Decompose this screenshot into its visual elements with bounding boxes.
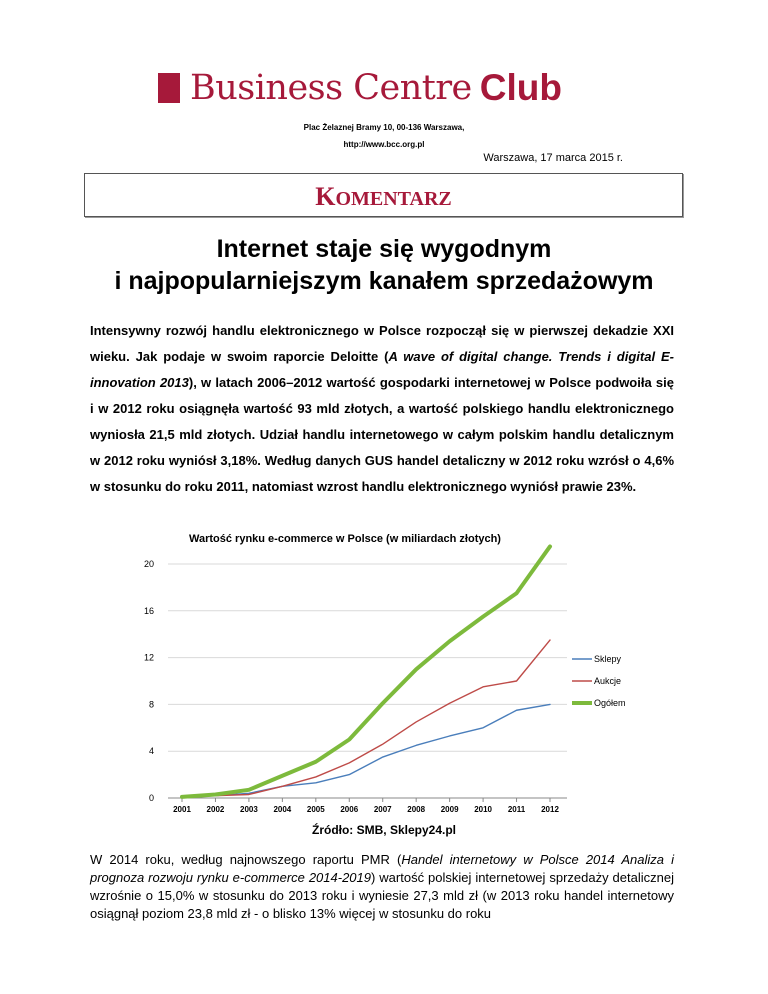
x-tick-label: 2009 — [440, 805, 459, 814]
y-tick-label: 8 — [148, 699, 154, 710]
x-tick-label: 2002 — [206, 805, 225, 814]
ecommerce-line-chart — [110, 525, 670, 825]
x-tick-label: 2010 — [474, 805, 492, 814]
chart-source: Źródło: SMB, Sklepy24.pl — [311, 823, 457, 837]
legend-label: Aukcje — [594, 676, 622, 686]
x-tick-label: 2001 — [173, 805, 191, 814]
x-tick-label: 2003 — [240, 805, 258, 814]
lead-paragraph — [90, 318, 674, 500]
x-tick-label: 2007 — [373, 805, 392, 814]
section-title — [85, 182, 682, 212]
headline-line-1: Internet staje się wygodnym — [216, 235, 552, 263]
logo-square-icon — [158, 73, 180, 103]
section-box — [84, 173, 683, 217]
x-tick-label: 2004 — [273, 805, 292, 814]
body-paragraph — [90, 851, 674, 923]
section-title-rest: OMENTARZ — [335, 188, 452, 210]
x-tick-label: 2008 — [407, 805, 426, 814]
lead-report-title: A wave of digital change. Trends i digital E-innovation 2013 — [90, 349, 674, 390]
section-title-initial: K — [315, 182, 336, 211]
legend-label: Ogółem — [594, 698, 626, 708]
x-tick-label: 2006 — [340, 805, 359, 814]
x-tick-label: 2011 — [507, 805, 526, 814]
logo-club-text: Club — [479, 67, 562, 108]
headline — [0, 233, 768, 297]
headline-line-2: i najpopularniejszym kanałem sprzedażowym — [114, 267, 654, 295]
lead-text-1: Intensywny rozwój handlu elektronicznego w Polsce rozpoczął się w pierwszej dekadzie XXI wieku. Jak podaje w swoim raporcie Deloitte ( — [90, 323, 674, 364]
y-tick-label: 20 — [143, 559, 154, 569]
x-tick-label: 2005 — [306, 805, 325, 814]
y-tick-label: 0 — [148, 793, 154, 803]
lead-text-2: ), w latach 2006–2012 wartość gospodarki internetowej w Polsce podwoiła się i w 2012 roku osiągnęła wartość 93 mld złotych, a wartość polskiego handlu elektronicznego wyniosła 21,5 mld złotych. Udział handlu internetowego w całym polskim handlu detalicznym w 2012 roku wyniósł 3,18%. Według danych GUS handel detaliczny w 2012 roku wzrósł o 4,6% w stosunku do roku 2011, natomiast wzrost handlu elektronicznego wyniósł prawie 23%. — [90, 375, 674, 494]
document-date: Warszawa, 17 marca 2015 r. — [483, 152, 623, 164]
body-report-title: Handel internetowy w Polsce 2014 Analiza i prognoza rozwoju rynku e-commerce 2014-2019 — [90, 852, 675, 885]
x-tick-label: 2012 — [541, 805, 559, 814]
chart-title: Wartość rynku e-commerce w Polsce (w miliardach złotych) — [189, 533, 501, 545]
y-tick-label: 4 — [148, 746, 154, 757]
body-text-2: ) wartość polskiej internetowej sprzedaży detalicznej wzrośnie o 15,0% w stosunku do 2013 roku i wyniesie 27,3 mld zł (w 2013 roku handel internetowy osiągnął poziom 23,8 mld zł - o blisko 13% więcej w stosunku do roku — [90, 870, 674, 921]
y-tick-label: 12 — [143, 652, 154, 663]
body-text-1: W 2014 roku, według najnowszego raportu PMR ( — [90, 852, 402, 867]
series-line-sklepy — [182, 704, 550, 796]
bcc-logo — [158, 68, 562, 108]
legend-label: Sklepy — [594, 654, 622, 664]
series-line-ogółem — [182, 546, 550, 796]
logo-text: Business Centre — [190, 68, 472, 108]
y-tick-label: 16 — [143, 605, 154, 616]
address: Plac Żelaznej Bramy 10, 00-136 Warszawa, — [303, 123, 465, 132]
website: http://www.bcc.org.pl — [343, 140, 425, 149]
